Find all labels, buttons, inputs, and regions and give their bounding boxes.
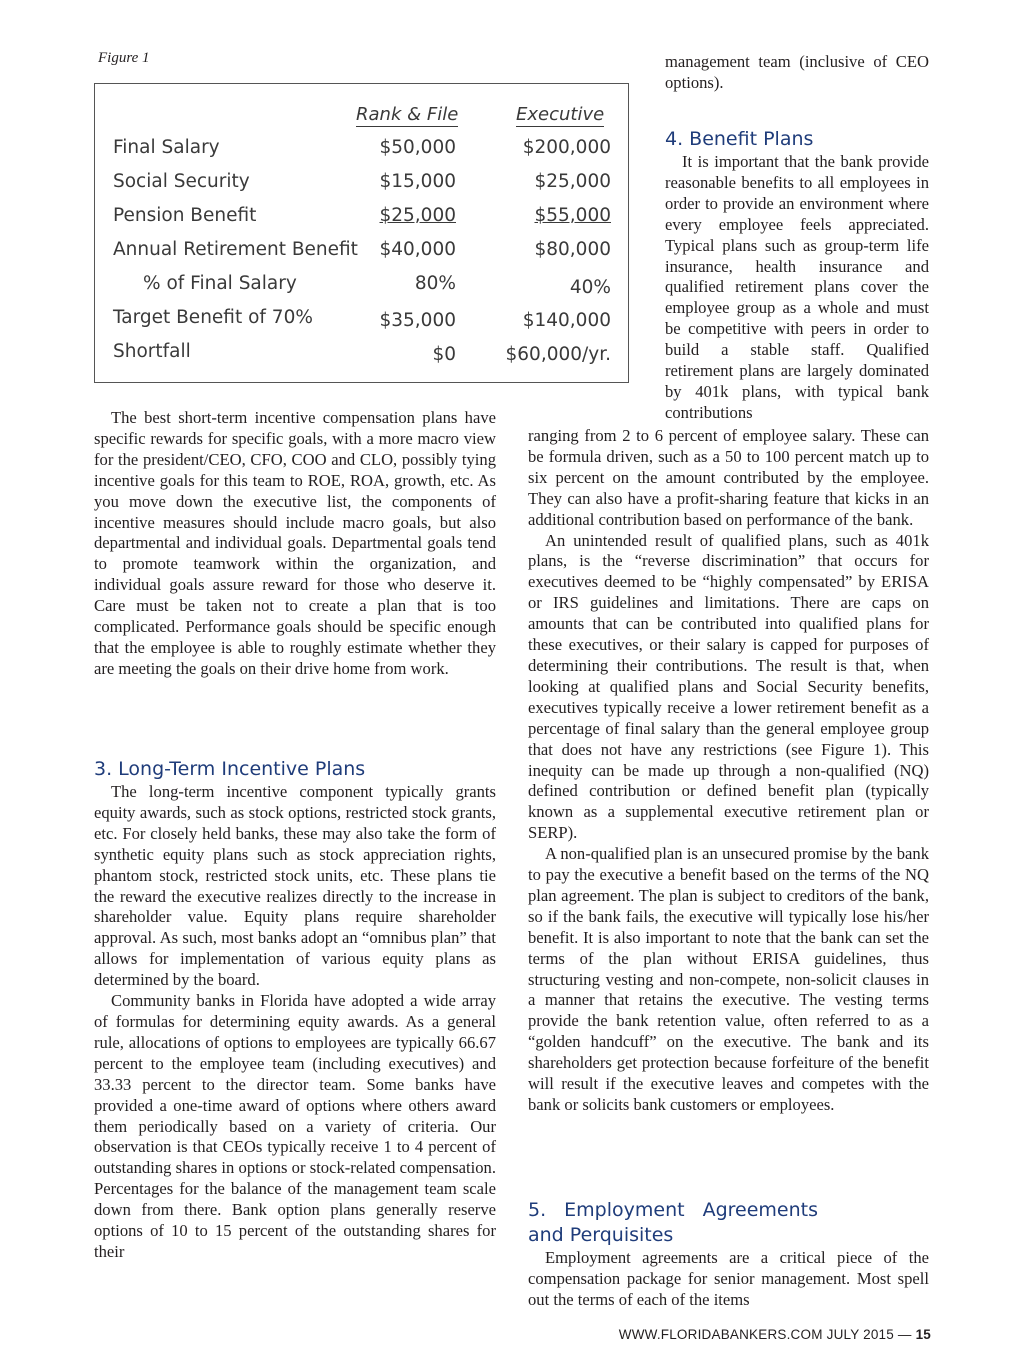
row-label: Target Benefit of 70% (113, 307, 313, 328)
executive-value: $140,000 (522, 310, 611, 331)
left-column-section-3 (94, 757, 496, 1263)
figure-table (94, 83, 629, 383)
table-row (95, 171, 628, 205)
table-row (95, 239, 628, 273)
executive-value: $55,000 (534, 205, 611, 226)
right-column-section-4 (665, 127, 929, 424)
left-column-body (94, 408, 496, 680)
paragraph: Community banks in Florida have adopted a wide array of formulas for determining equity awards. As a general rule, allocations of options to employees are typically 66.67 percent to the employee team (including executives) and 33.33 percent to the director team. Some banks have provided a one-time award of options where others award them periodically based on a variety of criteria. Our observation is that CEOs typically receive 1 to 4 percent of outstanding shares in options or stock-related compensation. Percentages for the balance of the management team scale down from there. Bank option plans generally reserve options of 10 to 15 percent of the outstanding shares for their (94, 991, 496, 1261)
paragraph: Employment agreements are a critical piece of the compensation package for senior management. Most spell out the terms of each of the items (528, 1248, 929, 1309)
paragraph: A non-qualified plan is an unsecured promise by the bank to pay the executive a benefit based on the terms of the NQ plan agreement. The plan is subject to creditors of the bank, so if the bank fails, the executive will typically lose his/her benefit. It is also important to note that the bank can set the terms of the plan without ERISA guidelines, thus structuring vesting and non-compete, non-solicit clauses in a manner that retains the executive. The vesting terms provide the bank retention value, often referred to as a “golden handcuff” on the executive. The bank and its shareholders get protection because forfeiture of the benefit will result if the executive leaves and competes with the bank or solicits bank customers or employees. (528, 844, 929, 1114)
paragraph: An unintended result of qualified plans, such as 401k plans, is the “reverse discrimination” that occurs for executives deemed to be “highly compensated” by ERISA or IRS guidelines and limitations. There are caps on amounts that can be contributed into qualified plans for these executives, or their salary is capped for purposes of determining their contributions. The result is that, when looking at qualified plans and Social Security benefits, executives typically receive a lower retirement benefit as a percentage of final salary than the general employee group that does not have any restrictions (see Figure 1). This inequity can be made up through a non-qualified (NQ) defined contribution or defined benefit plan (typically known as a supplemental executive retirement plan or SERP). (528, 530, 929, 843)
right-column-continuation (665, 52, 929, 94)
rank-file-value: $50,000 (379, 137, 456, 158)
section-heading: 3. Long-Term Incentive Plans (94, 758, 366, 780)
footer-site: WWW.FLORIDABANKERS.COM (618, 1327, 823, 1342)
table-row (95, 273, 628, 307)
col-header-executive: Executive (516, 104, 605, 125)
paragraph: It is important that the bank provide reasonable benefits to all employees in order to provide an environment where every employee feels appreciated. Typical plans such as group-term life insurance, health insurance and qualified retirement plans cover the employee group as a whole and must be competitive with peers in order to build a stable staff. Qualified retirement plans are largely dominated by 401k plans, with typical bank contributions (665, 152, 929, 422)
executive-value: $25,000 (534, 171, 611, 192)
row-label: Shortfall (113, 341, 191, 362)
paragraph: management team (inclusive of CEO options). (665, 52, 929, 92)
page-number: 15 (915, 1327, 931, 1342)
executive-value: $80,000 (534, 239, 611, 260)
executive-value: $60,000/yr. (505, 344, 611, 365)
executive-value: $200,000 (522, 137, 611, 158)
rank-file-value: $0 (432, 344, 456, 365)
row-label: Pension Benefit (113, 205, 257, 226)
page-footer (619, 1327, 931, 1342)
row-label: % of Final Salary (143, 273, 297, 294)
section-heading: 4. Benefit Plans (665, 128, 814, 150)
executive-value: 40% (569, 277, 611, 298)
table-row (95, 137, 628, 171)
row-label: Final Salary (113, 137, 220, 158)
table-row (95, 307, 628, 341)
right-column-section-5 (528, 1198, 929, 1311)
row-label: Social Security (113, 171, 250, 192)
row-label: Annual Retirement Benefit (113, 239, 358, 260)
rank-file-value: $35,000 (379, 310, 456, 331)
section-heading: 5. Employment Agreements and Perquisites (528, 1199, 818, 1246)
figure-label: Figure 1 (98, 50, 150, 66)
footer-issue: JULY 2015 — (826, 1327, 912, 1342)
rank-file-value: $15,000 (379, 171, 456, 192)
right-column-body (528, 426, 929, 1116)
rank-file-value: $40,000 (379, 239, 456, 260)
paragraph: ranging from 2 to 6 percent of employee salary. These can be formula driven, such as a 50 to 100 percent match up to six percent on the amount contributed by the employee. They can also have a profit-sharing feature that kicks in an additional contribution based on performance of the bank. (528, 426, 929, 529)
paragraph: The best short-term incentive compensation plans have specific rewards for specific goals, with a more macro view for the president/CEO, CFO, COO and CLO, possibly tying incentive goals for this team to ROE, ROA, growth, etc. As you move down the executive list, the components of incentive measures should include macro goals, but also departmental and individual goals. Departmental goals tend to promote teamwork within the organization, and individual goals assure reward for those who deserve it. Care must be taken not to create a plan that is too complicated. Performance goals should be specific enough that the employee is able to roughly estimate whether they are meeting the goals on their drive home from work. (94, 408, 496, 678)
table-row (95, 341, 628, 375)
rank-file-value: 80% (414, 273, 456, 294)
table-row (95, 205, 628, 239)
col-header-rank-file: Rank & File (356, 104, 459, 125)
paragraph: The long-term incentive component typically grants equity awards, such as stock options, restricted stock grants, etc. For closely held banks, these may also take the form of synthetic equity plans such as stock appreciation rights, phantom stock, restricted stock units, etc. These plans tie the reward the executive realizes directly to the increase in shareholder value. Equity plans require shareholder approval. As such, most banks adopt an “omnibus plan” that allows for implementation of various equity plans as determined by the board. (94, 782, 496, 990)
rank-file-value: $25,000 (379, 205, 456, 226)
